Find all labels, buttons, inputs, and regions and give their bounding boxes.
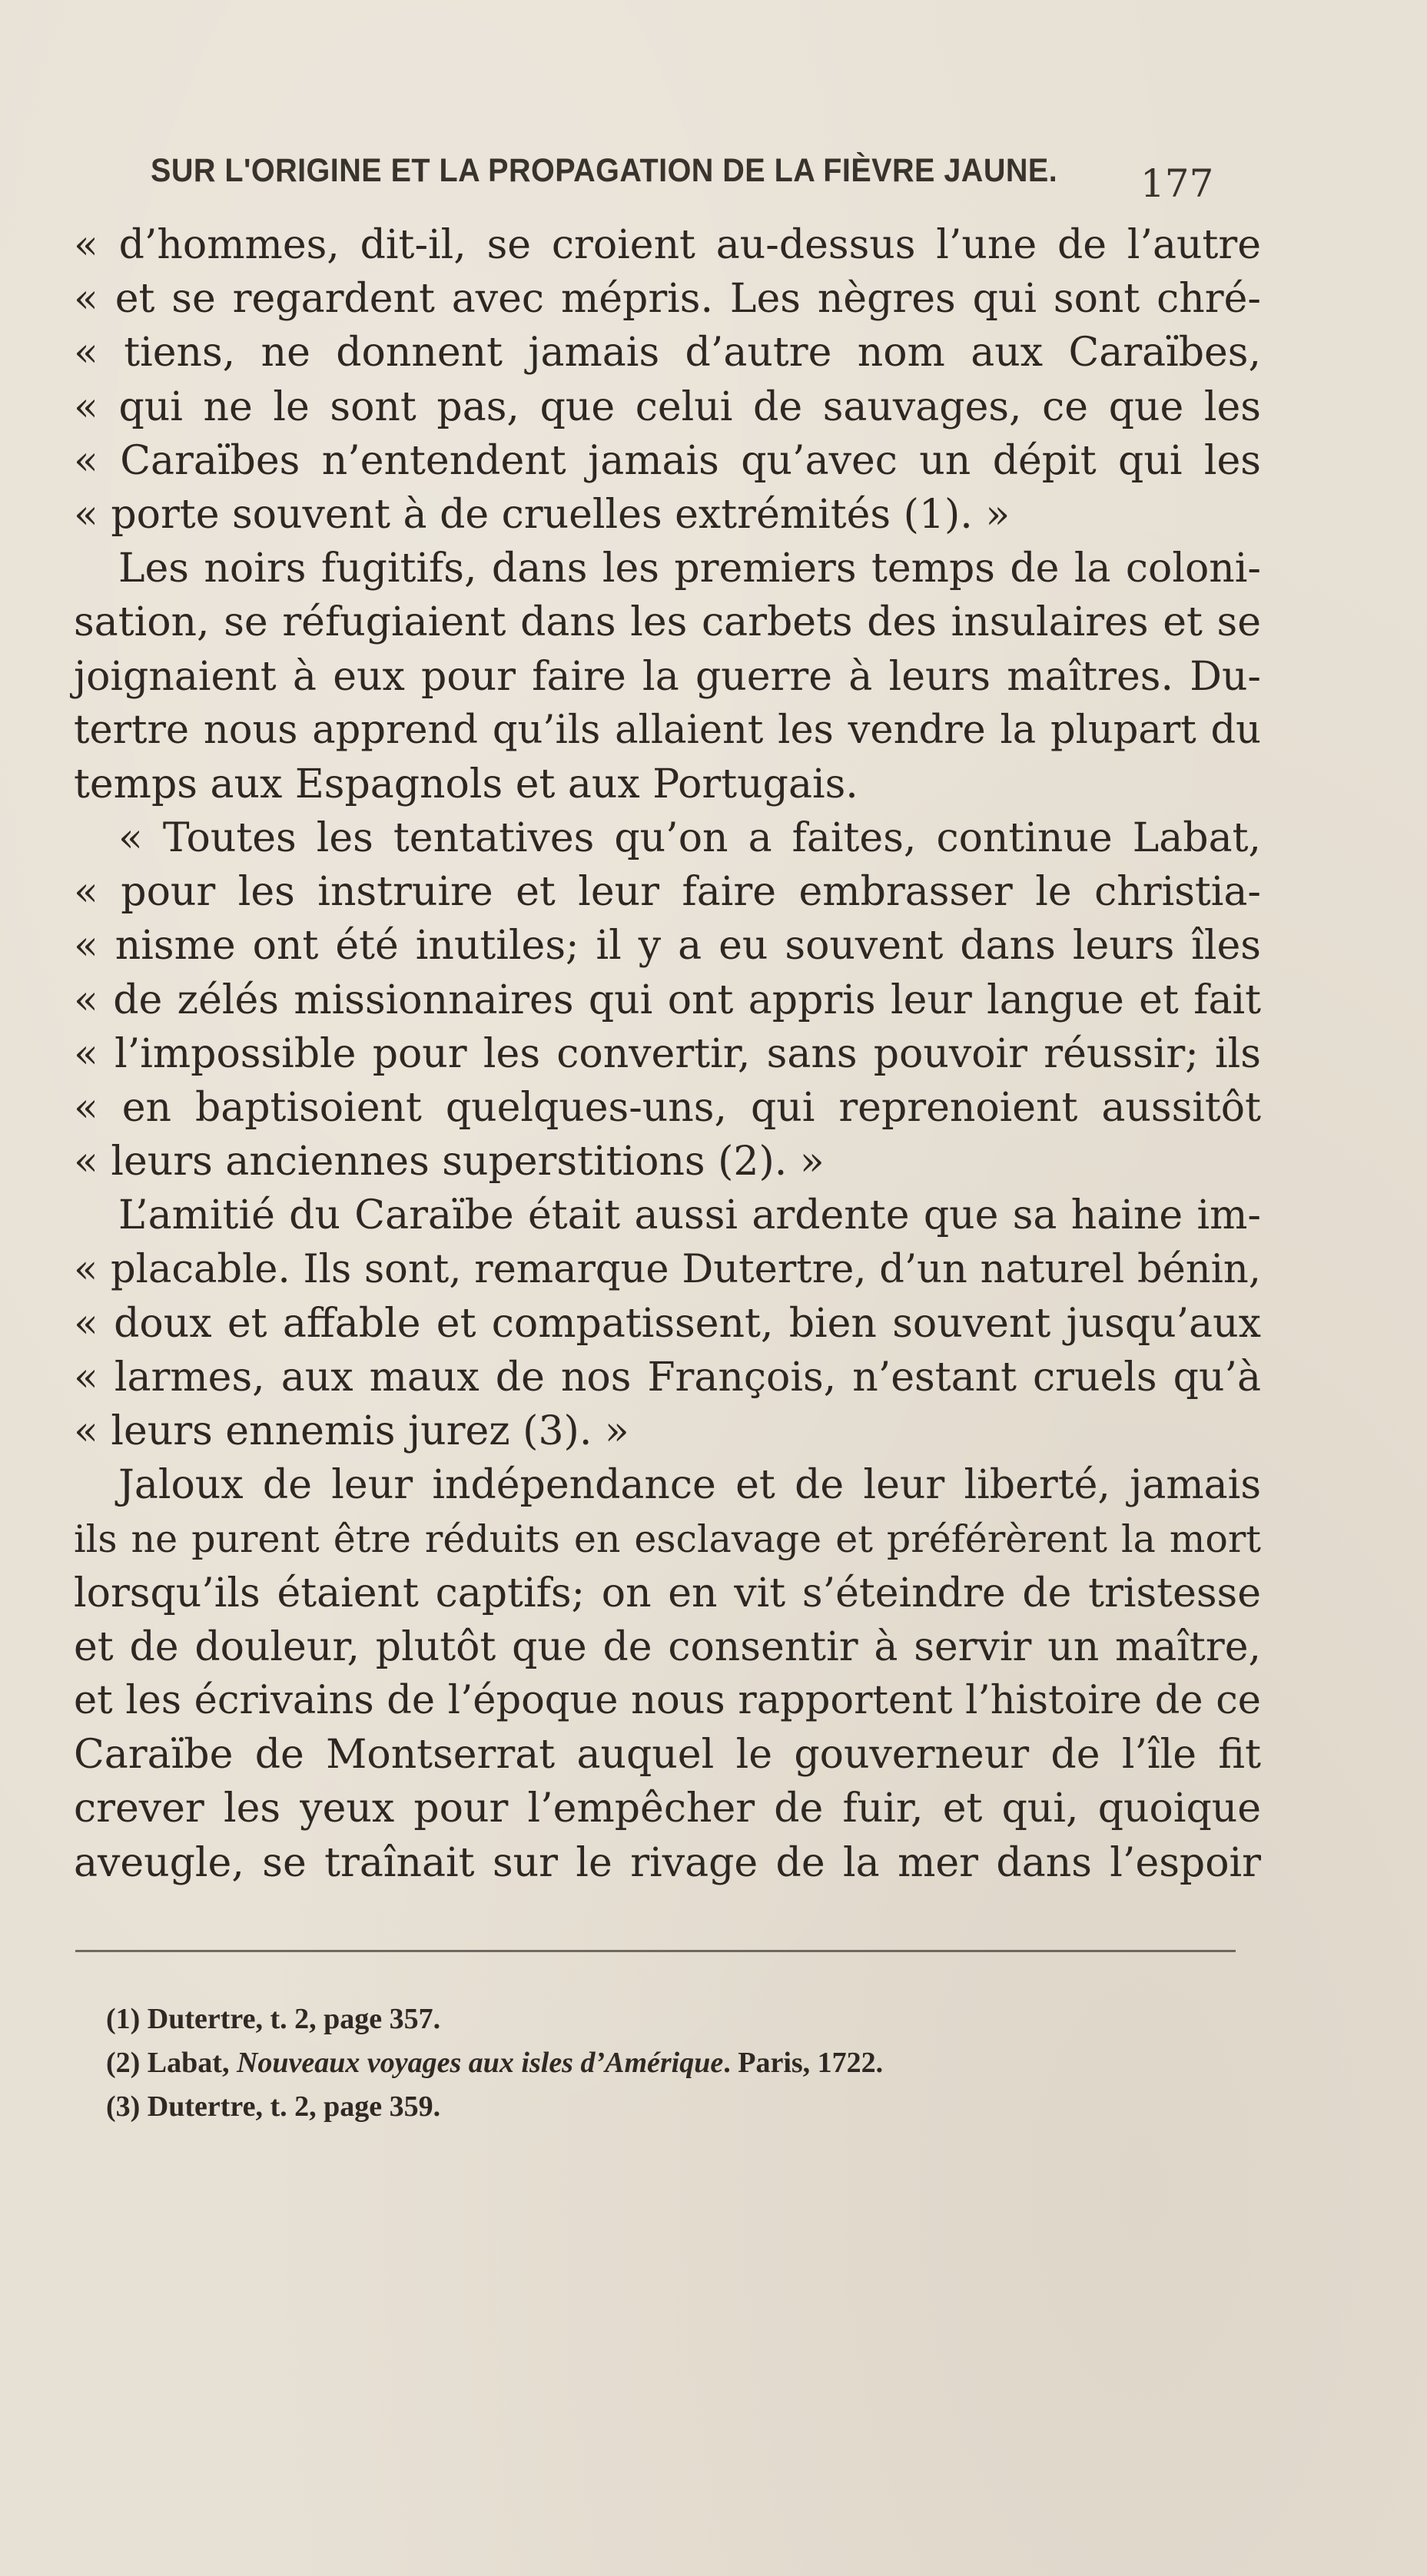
text-line: « pour les instruire et leur faire embrasser le christia- (74, 869, 1261, 916)
text-line: ils ne purent être réduits en esclavage et préférèrent la mort (74, 1517, 1261, 1561)
text-line: « d’hommes, dit-il, se croient au-dessus l’une de l’autre (74, 222, 1261, 268)
text-line: Les noirs fugitifs, dans les premiers temps de la coloni- (118, 545, 1261, 592)
text-line: temps aux Espagnols et aux Portugais. (74, 761, 858, 807)
text-line: « Caraïbes n’entendent jamais qu’avec un dépit qui les (74, 437, 1261, 484)
text-line: « et se regardent avec mépris. Les nègres qui sont chré- (74, 276, 1261, 323)
text-line: et les écrivains de l’époque nous rapportent l’histoire de ce (74, 1678, 1261, 1724)
footnote-2-prefix: (2) Labat, (106, 2047, 237, 2079)
footnote-3: (3) Dutertre, t. 2, page 359. (106, 2090, 441, 2123)
text-line: « nisme ont été inutiles; il y a eu souvent dans leurs îles (74, 923, 1261, 970)
text-line: « Toutes les tentatives qu’on a faites, continue Labat, (118, 815, 1261, 862)
text-line: « doux et affable et compatissent, bien souvent jusqu’aux (74, 1300, 1261, 1347)
text-line: « de zélés missionnaires qui ont appris leur langue et fait (74, 976, 1261, 1023)
text-line: « leurs anciennes superstitions (2). » (74, 1139, 825, 1185)
footnote-2 (106, 2041, 1105, 2085)
text-line: « l’impossible pour les convertir, sans pouvoir réussir; ils (74, 1030, 1261, 1077)
running-header: SUR L'ORIGINE ET LA PROPAGATION DE LA FIÈVRE JAUNE. (151, 152, 1058, 189)
text-line: « qui ne le sont pas, que celui de sauvages, ce que les (74, 383, 1261, 430)
text-line: et de douleur, plutôt que de consentir à servir un maître, (74, 1623, 1261, 1670)
text-line: « tiens, ne donnent jamais d’autre nom aux Caraïbes, (74, 330, 1261, 376)
text-line: Jaloux de leur indépendance et de leur liberté, jamais (118, 1462, 1261, 1509)
text-line: L’amitié du Caraïbe était aussi ardente que sa haine im- (118, 1192, 1261, 1239)
text-line: « larmes, aux maux de nos François, n’estant cruels qu’à (74, 1354, 1261, 1401)
text-line: « en baptisoient quelques-uns, qui reprenoient aussitôt (74, 1085, 1261, 1131)
footnote-2-title: Nouveaux voyages aux isles d’Amérique (236, 2047, 724, 2079)
text-line: « placable. Ils sont, remarque Dutertre, d’un naturel bénin, (74, 1246, 1261, 1292)
text-line: « leurs ennemis jurez (3). » (74, 1408, 629, 1455)
text-line: Caraïbe de Montserrat auquel le gouverneur de l’île fit (74, 1732, 1261, 1779)
text-line: aveugle, se traînait sur le rivage de la mer dans l’espoir (74, 1839, 1261, 1886)
footnote-2-suffix: . Paris, 1722. (723, 2047, 884, 2079)
page-number: 177 (1140, 161, 1214, 206)
text-line: tertre nous apprend qu’ils allaient les vendre la plupart du (74, 707, 1261, 753)
text-line: sation, se réfugiaient dans les carbets des insulaires et se (74, 599, 1261, 646)
text-line: lorsqu’ils étaient captifs; on en vit s’éteindre de tristesse (74, 1570, 1261, 1616)
footnotes (106, 1997, 1105, 2129)
text-line: « porte souvent à de cruelles extrémités (1). » (74, 491, 1011, 538)
text-line: joignaient à eux pour faire la guerre à leurs maîtres. Du- (74, 653, 1261, 700)
footnote-divider (75, 1950, 1236, 1952)
text-line: crever les yeux pour l’empêcher de fuir, et qui, quoique (74, 1785, 1261, 1832)
body-text (74, 218, 1261, 1890)
footnote-1: (1) Dutertre, t. 2, page 357. (106, 2003, 441, 2035)
